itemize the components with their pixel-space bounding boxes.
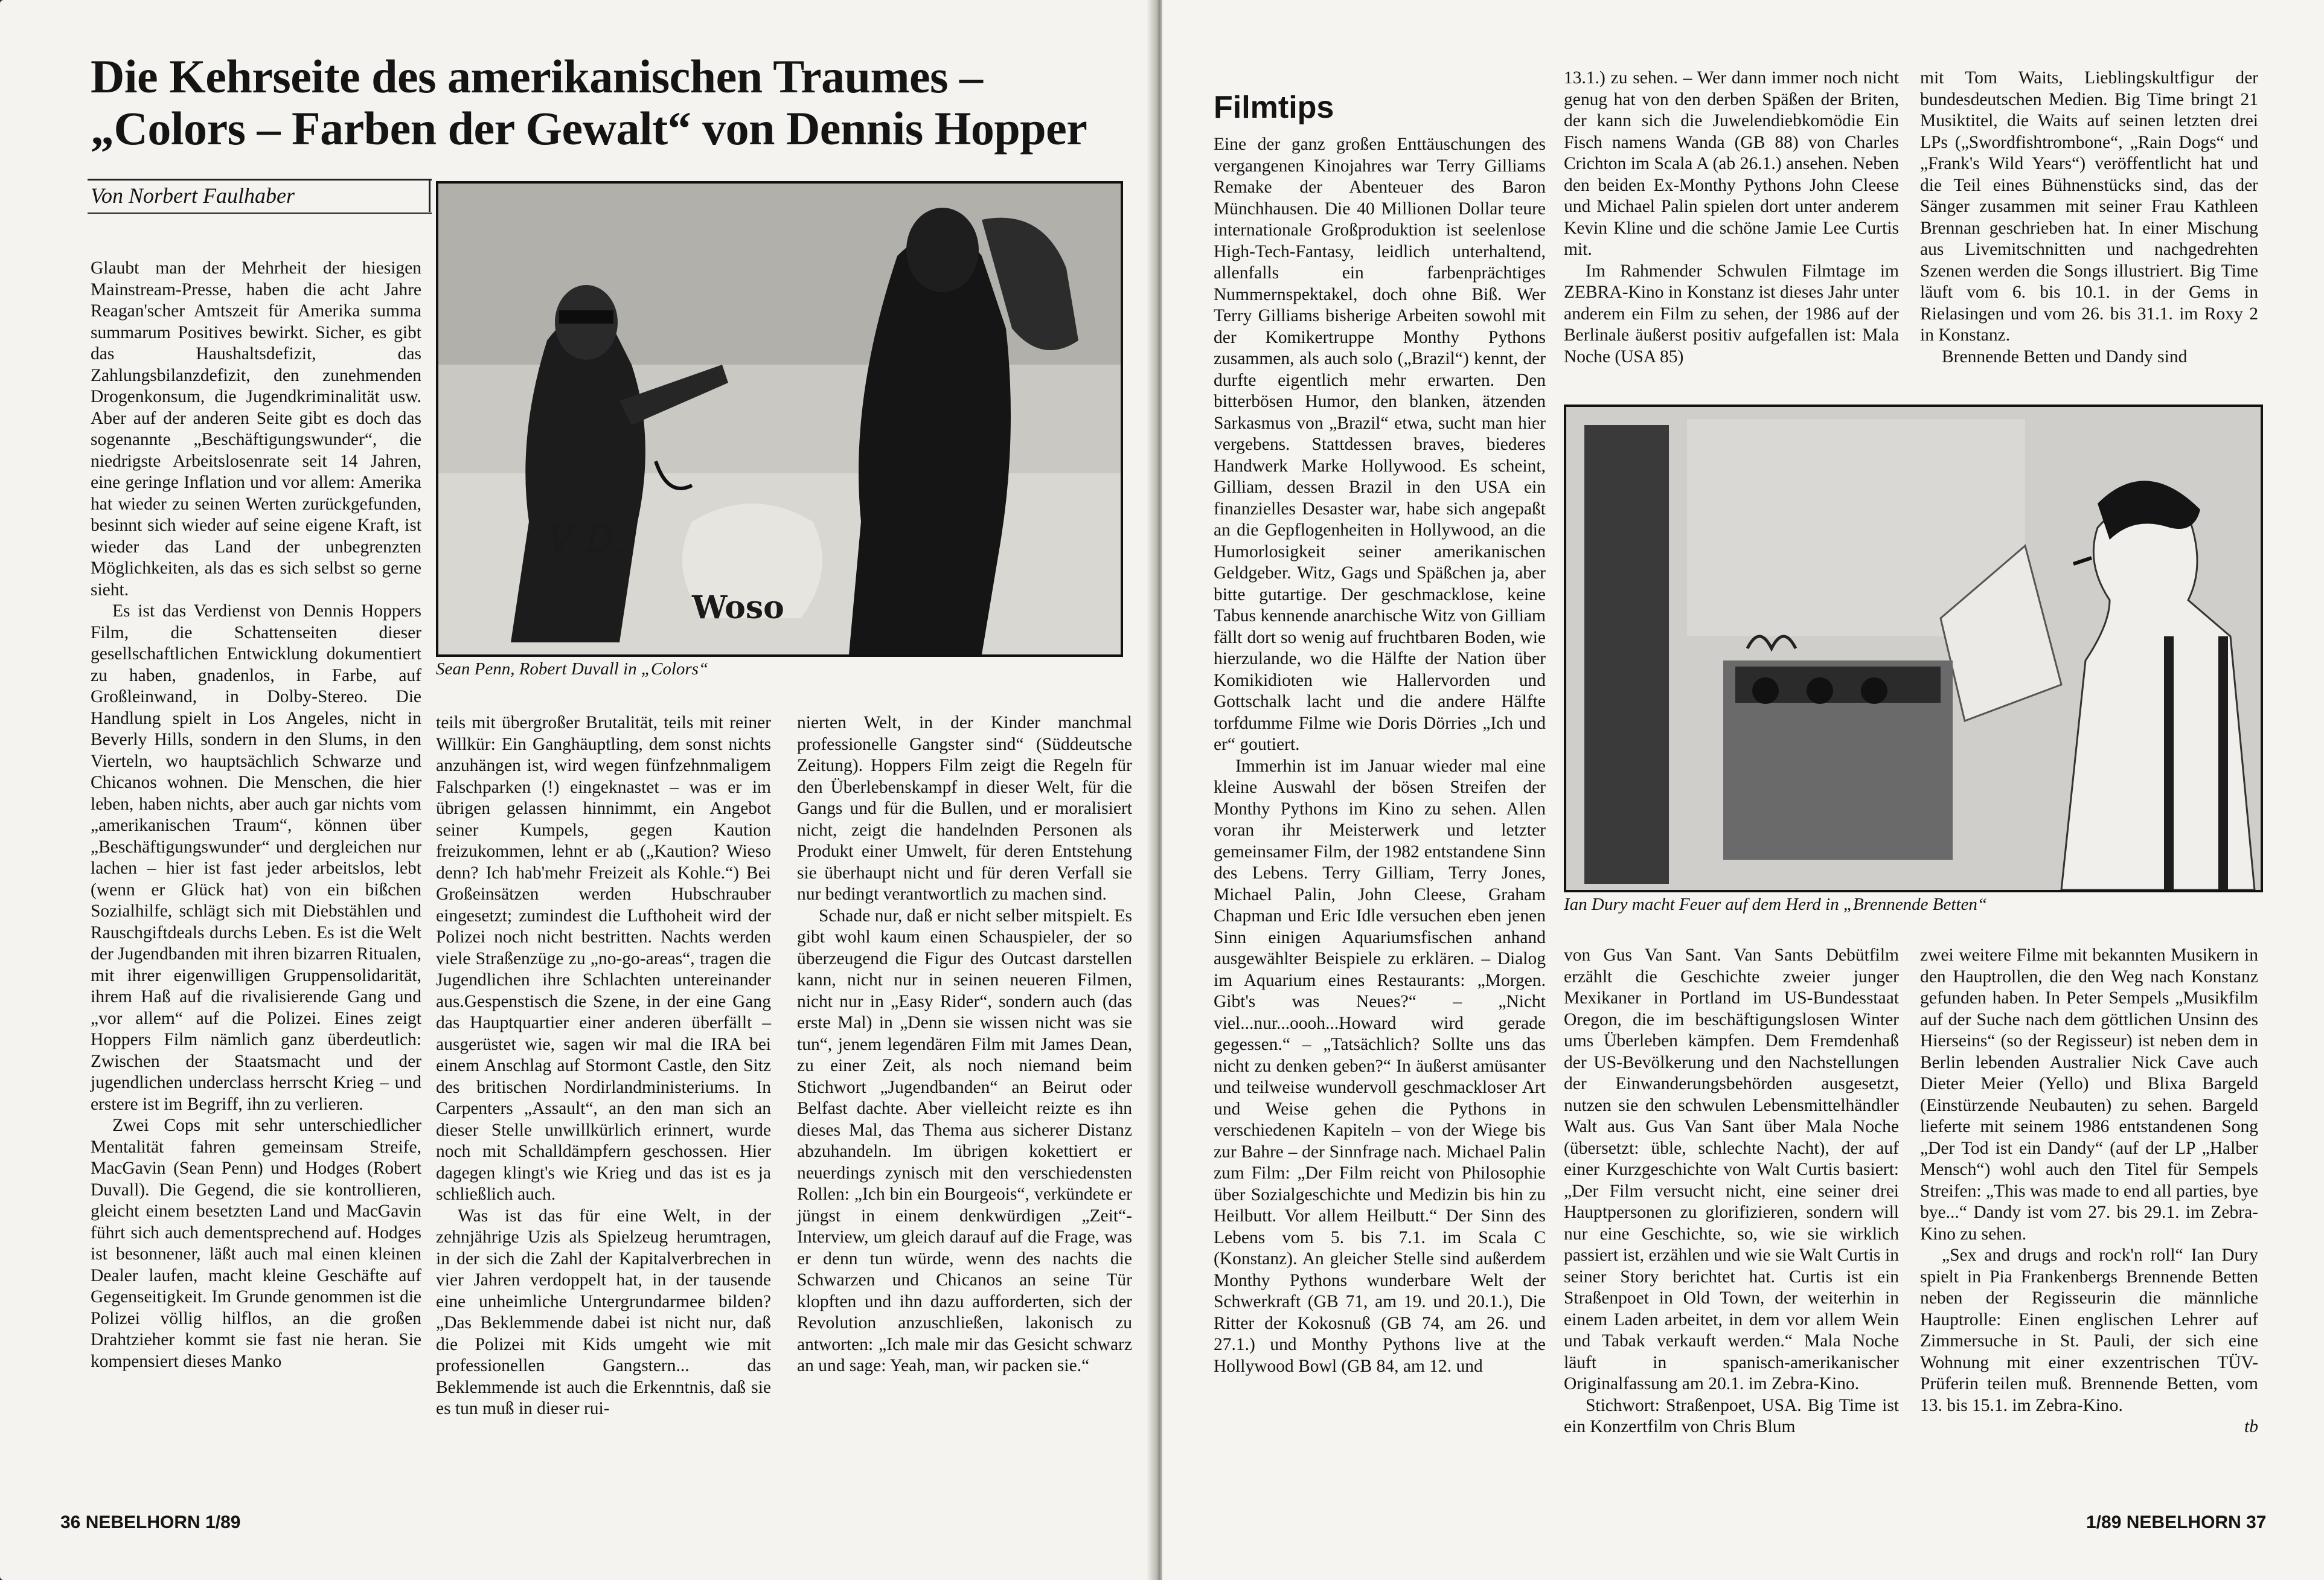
filmtips-column-1 — [1214, 134, 1546, 1377]
article-headline — [91, 51, 1153, 155]
paragraph: mit Tom Waits, Lieblingskultfigur der bundesdeutschen Medien. Big Time bringt 21 Musiktitel, die Waits auf seinen letzten drei LPs („Swordfishtrombone“, „Rain Dogs“ und „Frank's Wild Years“) veröffentlicht hat und die Teil eines Bühnenstücks sind, das der Sänger zusammen mit seiner Frau Kathleen Brennan geschrieben hat. In einer Mischung aus Livemitschnitten und nachgedrehten Szenen werden die Songs illustriert. Big Time läuft vom 6. bis 10.1. in der Gems in Rielasingen und vom 26. bis 31.1. im Roxy 2 in Konstanz. — [1920, 68, 2258, 345]
article-column-1 — [91, 258, 421, 1372]
section-title: Filmtips — [1214, 90, 1334, 125]
paragraph: von Gus Van Sant. Van Sants Debütfilm erzählt die Geschichte zweier junger Mexikaner in Portland im US-Bundesstaat Oregon, die im beschäftigungslosen Winter ums Überleben kämpfen. Dem Fremdenhaß der US-Bevölkerung und den Nachstellungen der Einwanderungsbehörden ausgesetzt, nutzen sie den schwulen Lebensmittelhändler Walt aus. Gus Van Sant über Mala Noche (übersetzt: üble, schlechte Nacht), der auf einer Kurzgeschichte von Walt Curtis basiert: „Der Film versucht nicht, eine seiner drei Hauptpersonen zu glorifizieren, sondern will nur eine Geschichte, so, wie sie wirklich passiert ist, erzählen und wie sie Walt Curtis in seiner Story berichtet hat. Curtis ist ein Straßenpoet in Old Town, der weiterhin in einem Laden arbeitet, in dem vor allem Wein und Tabak verkauft werden.“ Mala Noche läuft in spanisch-amerikanischer Originalfassung am 20.1. im Zebra-Kino. — [1564, 945, 1899, 1393]
filmtips-column-2-bottom — [1564, 945, 1899, 1438]
paragraph: Es ist das Verdienst von Dennis Hoppers Film, die Schattenseiten dieser gesellschaftlichen Entwicklung dokumentiert zu haben, gnadenlos, in Farbe, auf Großleinwand, in Dolby-Stereo. Die Handlung spielt in Los Angeles, nicht in Beverly Hills, sondern in den Slums, in den Vierteln, wo hauptsächlich Schwarze und Chicanos wohnen. Die Menschen, die hier leben, haben nichts, aber auch gar nichts vom „amerikanischen Traum“, können über „Beschäftigungswunder“ und dergleichen nur lachen – hier ist fast jeder arbeitslos, lebt (wenn er Glück hat) von ein bißchen Sozialhilfe, schlägt sich mit Diebstählen und Rauschgiftdeals durchs Leben. Es ist die Welt der Jugendbanden mit ihren bizarren Ritualen, mit ihrer eigenwilligen Gruppensolidarität, ihrem Haß auf die rivalisierende Gang und „vor allem“ auf die Polizei. Eines zeigt Hoppers Film nämlich ganz überdeutlich: Zwischen der Staatsmacht und der jugendlichen underclass herrscht Krieg – und erstere ist im Begriff, ihn zu verlieren. — [91, 601, 421, 1114]
right-page — [1162, 0, 2324, 1580]
headline-line-2: „Colors – Farben der Gewalt“ von Dennis Hopper — [91, 102, 1087, 155]
paragraph: 13.1.) zu sehen. – Wer dann immer noch nicht genug hat von den derben Späßen der Briten, der kann sich die Juwelendiebkomödie Ein Fisch namens Wanda (GB 88) von Charles Crichton im Scala A (ab 26.1.) ansehen. Neben den beiden Ex-Monthy Pythons John Cleese und Michael Palin spielen dort unter anderem Kevin Kline und die schöne Jamie Lee Curtis mit. — [1564, 68, 1899, 259]
paragraph: Eine der ganz großen Enttäuschungen des vergangenen Kinojahres war Terry Gilliams Remake der Abenteuer des Baron Münchhausen. Die 40 Millionen Dollar teure internationale Großproduktion ist seelenlose High-Tech-Fantasy, leidlich unterhaltend, allenfalls ein farbenprächtiges Nummernspektakel, doch ohne Biß. Wer Terry Gilliams bisherige Arbeiten sowohl mit der Komikertruppe Monthy Pythons zusammen, als auch solo („Brazil“) kennt, der durfte eigentlich mehr erwarten. Den bitterbösen Humor, den blanken, ätzenden Sarkasmus von „Brazil“ etwa, sucht man hier vergebens. Stattdessen braves, biederes Handwerk Marke Hollywood. Es scheint, Gilliam, dessen Brazil in den USA ein finanzielles Desaster war, habe sich angepaßt an die Gepflogenheiten in Hollywood, an die Humorlosigkeit seiner amerikanischen Geldgeber. Witz, Gags und Späßchen ja, aber bitte gutartige. Der geschmacklose, keine Tabus kennende anarchische Witz von Gilliam fällt dort so wenig auf fruchtbaren Boden, wie hierzulande, wo die Hälfte der Nation über Komikidioten wie Hallervorden und Gottschalk lacht und die andere Hälfte torfdumme Filme wie Doris Dörries „Ich und er“ goutiert. — [1214, 135, 1546, 754]
filmtips-photo — [1564, 405, 2263, 892]
paragraph: teils mit übergroßer Brutalität, teils mit reiner Willkür: Ein Ganghäuptling, dem sonst nichts anzuhängen ist, wird wegen fünfzehnmaligem Falschparken (!) eingeknastet – was er im übrigen gelassen hinnimmt, ein Angebot seiner Kumpels, gegen Kaution freizukommen, lehnt er ab („Kaution? Wieso denn? Ich hab'mehr Freizeit als Kohle.“) Bei Großeinsätzen werden Hubschrauber eingesetzt; zumindest die Lufthoheit wird der Polizei noch nicht bestritten. Nachts werden viele Straßenzüge zu „no-go-areas“, tragen die Jugendlichen ihre Schlachten untereinander aus.Gespenstisch die Szene, in der eine Gang das Hauptquartier einer anderen überfällt – ausgerüstet wie, sagen wir mal die IRA bei einem Anschlag auf Stormont Castle, den Sitz des britischen Nordirlandministeriums. In Carpenters „Assault“, an den man sich an dieser Stelle unwillkürlich erinnert, wurde noch mit Schalldämpfern geschossen. Hier dagegen klingt's wie Krieg und das ist es ja schließlich auch. — [436, 713, 771, 1204]
paragraph: Glaubt man der Mehrheit der hiesigen Mainstream-Presse, haben die acht Jahre Reagan'scher Amtszeit für Amerika summa summarum Positives bewirkt. Sicher, es gibt das Haushaltsdefizit, das Zahlungsbilanzdefizit, den zunehmenden Drogenkonsum, die Jugendkriminalität usw. Aber auf der anderen Seite gibt es doch das sogenannte „Beschäftigungswunder“, die niedrigste Arbeitslosenrate seit 14 Jahren, eine geringe Inflation und vor allem: Amerika hat wieder zu seinen Werten zurückgefunden, besinnt sich wieder auf seine eigene Kraft, ist wieder das Land der unbegrenzten Möglichkeiten, als das es sich selbst so gerne sieht. — [91, 258, 421, 600]
photo-graffiti: Woso — [692, 589, 784, 626]
article-photo — [436, 181, 1123, 657]
paragraph: Immerhin ist im Januar wieder mal eine kleine Auswahl der bösen Streifen der Monthy Pythons im Kino zu sehen. Allen voran ihr Meisterwerk und letzter gemeinsamer Film, der 1982 entstandene Sinn des Lebens. Terry Gilliam, Terry Jones, Michael Palin, John Cleese, Graham Chapman und Eric Idle versuchen eben jenen Sinn einigen Aquariumsfischen anhand ausgewählter Beispiele zu erklären. – Dialog im Aquarium eines Restaurants: „Morgen. Gibt's was Neues?“ – „Nicht viel...nur...oooh...Howard wird gerade gegessen.“ – „Tatsächlich? Sollte uns das nicht zu denken geben?“ In äußerst amüsanter und teilweise wundervoll geschmackloser Art und Weise gehen die Pythons in verschiedenen Kapiteln – von der Wiege bis zur Bahre – der Sinnfrage nach. Michael Palin zum Film: „Der Film reicht von Philosophie über Sozialgeschichte und Medizin bis hin zu Heilbutt. Vor allem Heilbutt.“ Der Sinn des Lebens vom 5. bis 7.1. im Scala C (Konstanz). An gleicher Stelle sind außerdem Monthy Pythons wunderbare Welt der Schwerkraft (GB 71, am 19. und 20.1.), Die Ritter der Kokosnuß (GB 74, am 26. und 27.1.) und Monthy Pythons live at the Hollywood Bowl (GB 84, am 12. und — [1214, 756, 1546, 1376]
paragraph: Brennende Betten und Dandy sind — [1942, 347, 2188, 366]
byline-rule-top — [88, 179, 432, 181]
paragraph: Im Rahmender Schwulen Filmtage im ZEBRA-Kino in Konstanz ist dieses Jahr unter anderem ein Film zu sehen, der 1986 auf der Berlinale äußerst positiv aufgefallen ist: Mala Noche (USA 85) — [1564, 261, 1899, 366]
filmtips-column-3-top — [1920, 68, 2258, 368]
photo-scene — [438, 184, 1121, 654]
article-column-3 — [797, 712, 1132, 1377]
filmtips-column-2-top — [1564, 68, 1899, 368]
page-footer-left: 36 NEBELHORN 1/89 — [60, 1512, 241, 1532]
paragraph: Stichwort: Straßenpoet, USA. Big Time ist ein Konzertfilm von Chris Blum — [1564, 1395, 1899, 1436]
photo-caption: Sean Penn, Robert Duvall in „Colors“ — [436, 659, 709, 679]
photo-caption: Ian Dury macht Feuer auf dem Herd in „Brennende Betten“ — [1564, 895, 1987, 914]
photo-scene — [1566, 407, 2261, 890]
paragraph: Zwei Cops mit sehr unterschiedlicher Mentalität fahren gemeinsam Streife, MacGavin (Sean Penn) und Hodges (Robert Duvall). Die Gegend, die sie kontrollieren, gleicht einem besetzten Land und MacGavin führt sich auch dementsprechend auf. Hodges ist besonnener, läßt auch mal einen kleinen Dealer laufen, macht kleine Geschäfte auf Gegenseitigkeit. Im Grunde genommen ist die Polizei völlig hilflos, an die großen Drahtzieher kommt sie fast nie heran. Sie kompensiert dieses Manko — [91, 1116, 421, 1371]
paragraph: Was ist das für eine Welt, in der zehnjährige Uzis als Spielzeug herumtragen, in der sich die Zahl der Kapitalverbrechen in vier Jahren verdoppelt hat, in der tausende eine unheimliche Untergrundarmee bilden? „Das Beklemmende dabei ist nicht nur, daß die Polizei mit Kids umgeht wie mit professionellen Gangstern... das Beklemmende ist auch die Erkenntnis, daß sie es tun muß in dieser rui- — [436, 1206, 771, 1418]
byline: Von Norbert Faulhaber — [91, 184, 295, 208]
paragraph: Schade nur, daß er nicht selber mitspielt. Es gibt wohl kaum einen Schauspieler, der so überzeugend die Figur des Outcast darstellen kann, nicht nur in seinen neueren Filmen, nicht nur in „Easy Rider“, sondern auch (das erste Mal) in „Denn sie wissen nicht was sie tun“, jenem legendären Film mit James Dean, zu einer Zeit, als noch niemand beim Stichwort „Jugendbanden“ an Beirut oder Belfast dachte. Aber vielleicht reizte es ihn dieses Mal, das Thema aus sicherer Distanz abzuhandeln. Im übrigen kokettiert er neuerdings zynisch mit den verschiedensten Rollen: „Ich bin ein Bourgeois“, verkündete er jüngst in einem denkwürdigen „Zeit“-Interview, um gleich darauf auf die Frage, was er denn tun würde, wenn des nachts die Schwarzen und Chicanos an seine Tür klopften und ihn dazu aufforderten, sich der Revolution anzuschließen, lakonisch zu antworten: „Ich male mir das Gesicht schwarz an und sage: Yeah, man, wir packen sie.“ — [797, 906, 1132, 1375]
paragraph: nierten Welt, in der Kinder manchmal professionelle Gangster sind“ (Süddeutsche Zeitung). Hoppers Film zeigt die Regeln für den Überlebenskampf in dieser Welt, für die Gangs und für die Bullen, und er moralisiert nicht, zeigt die handelnden Personen als Produkt einer Umwelt, für deren Entstehung sie überhaupt nicht und für deren Verfall sie nur bedingt verantwortlich zu machen sind. — [797, 713, 1132, 904]
headline-line-1: Die Kehrseite des amerikanischen Traumes – — [91, 50, 983, 103]
filmtips-column-3-bottom — [1920, 945, 2258, 1438]
byline-rule-bottom — [88, 213, 432, 214]
paragraph: zwei weitere Filme mit bekannten Musikern in den Hauptrollen, die den Weg nach Konstanz gefunden haben. In Peter Sempels „Musikfilm auf der Suche nach dem göttlichen Unsinn des Hierseins“ (so der Regisseur) ist neben dem in Berlin lebenden Australier Nick Cave auch Dieter Meier (Yello) und Blixa Bargeld (Einstürzende Neubauten) zu sehen. Bargeld lieferte mit seinem 1986 entstandenen Song „Der Tod ist ein Dandy“ (auf der LP „Halber Mensch“) wohl auch den Titel für Sempels Streifen: „This was made to end all parties, bye bye...“ Dandy ist vom 27. bis 29.1. im Zebra-Kino zu sehen. — [1920, 945, 2258, 1244]
svg-text:V D,: V D, — [547, 519, 624, 561]
paragraph: „Sex and drugs and rock'n roll“ Ian Dury spielt in Pia Frankenbergs Brennende Betten neben der Regisseurin die männliche Hauptrolle: Einen englischen Lehrer auf Zimmersuche in St. Pauli, der sich eine Wohnung mit einer exzentrischen TÜV-Prüferin teilen muß. Brennende Betten, vom 13. bis 15.1. im Zebra-Kino. — [1920, 1246, 2258, 1415]
article-column-2 — [436, 712, 771, 1420]
author-signature: tb — [2244, 1417, 2258, 1436]
byline-rule-side — [429, 179, 431, 212]
page-footer-right: 1/89 NEBELHORN 37 — [2086, 1512, 2267, 1532]
left-page — [0, 0, 1156, 1580]
